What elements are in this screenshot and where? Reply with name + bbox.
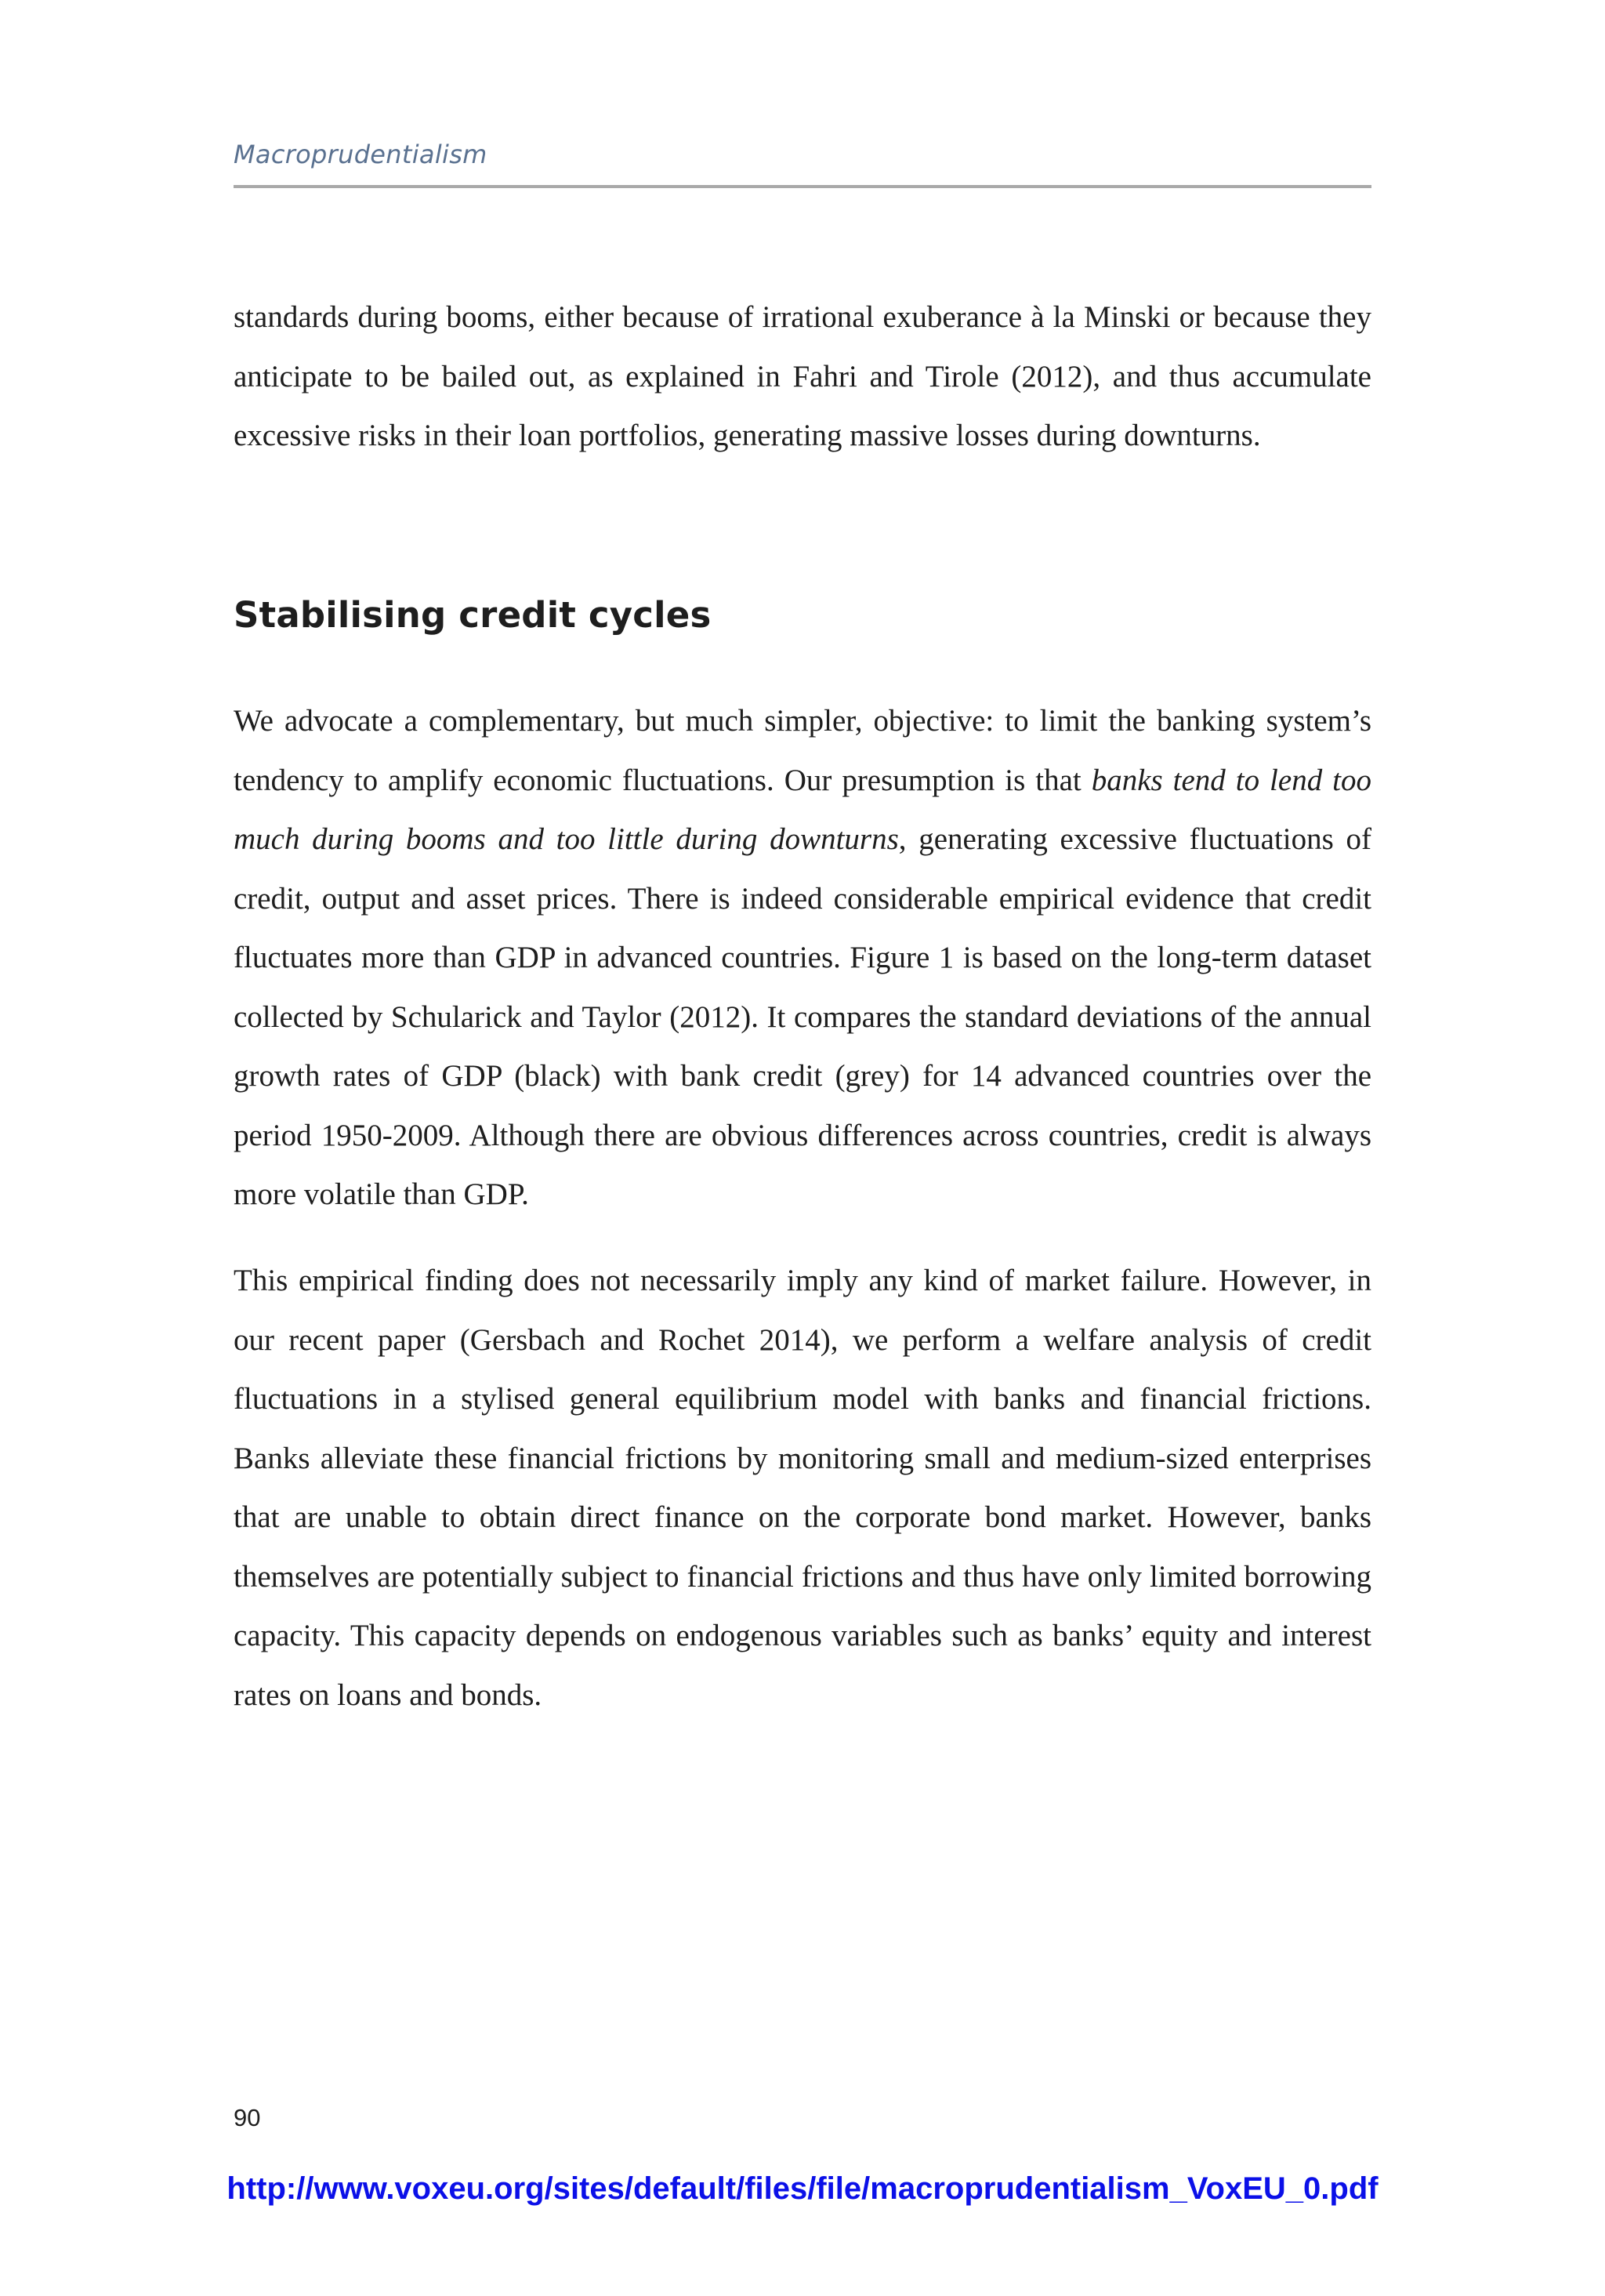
page-number: 90 — [234, 2104, 261, 2131]
paragraph-text-start: We advocate a complementary, but much simpler, objective: to limit the banking system’s tendency to amplify economic fluctuations. Our presumption is that — [234, 704, 1371, 797]
body-paragraph-2 — [234, 691, 1371, 1224]
paragraph-text-end: , generating excessive fluctuations of credit, output and asset prices. There is indeed considerable empirical evidence that credit fluctuates more than GDP in advanced countries. Figure 1 is based on the long-term dataset collected by Schularick and Taylor (2012). It compares the standard deviations of the annual growth rates of GDP (black) with bank credit (grey) for 14 advanced countries over the period 1950-2009. Although there are obvious differences across countries, credit is always more volatile than GDP. — [234, 822, 1371, 1211]
source-url-link[interactable]: http://www.voxeu.org/sites/default/files/file/macroprudentialism_VoxEU_0.pdf — [226, 2171, 1379, 2206]
body-paragraph-3 — [234, 1251, 1371, 1725]
body-paragraph-1 — [234, 288, 1371, 466]
paragraph-text: standards during booms, either because of irrational exuberance à la Minski or because they anticipate to be bailed out, as explained in Fahri and Tirole (2012), and thus accumulate excessive risks in their loan portfolios, generating massive losses during downturns. — [234, 300, 1371, 452]
paragraph-text: This empirical finding does not necessarily imply any kind of market failure. However, in our recent paper (Gersbach and Rochet 2014), we perform a welfare analysis of credit fluctuations in a stylised general equilibrium model with banks and financial frictions. Banks alleviate these financial frictions by monitoring small and medium-sized enterprises that are unable to obtain direct finance on the corporate bond market. However, banks themselves are potentially subject to financial frictions and thus have only limited borrowing capacity. This capacity depends on endogenous variables such as banks’ equity and interest rates on loans and bonds. — [234, 1264, 1371, 1712]
header-divider — [234, 185, 1371, 188]
emphasized-text: banks tend to lend too much during booms and too little during downturns — [234, 763, 1371, 856]
running-header-title: Macroprudentialism — [234, 140, 487, 169]
section-heading: Stabilising credit cycles — [234, 594, 712, 636]
paragraph-text — [234, 691, 1371, 1224]
